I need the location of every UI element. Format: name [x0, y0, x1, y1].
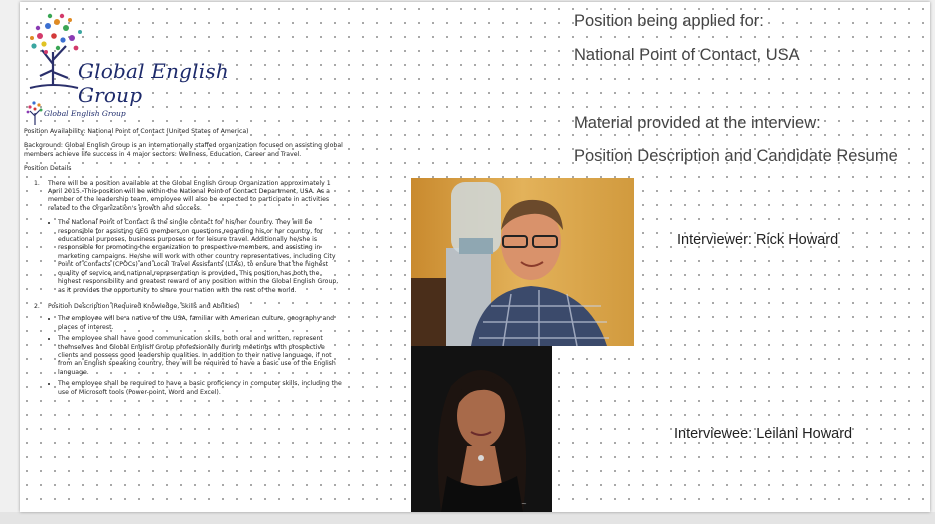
material-value: Position Description and Candidate Resume	[574, 147, 898, 165]
item-1-text: There will be a position available at the Global English Group Organization approximately 1 April 2015. This position will be within the National Point of Contact Department, USA. As a member of the leadership team, employee will also be expected to participate in activities related to the Organization's growth and success.	[48, 179, 331, 212]
item-2-text: Position Description (Required Knowledge, Skills and Abilities)	[48, 302, 240, 310]
list-item: • The National Point of Contact is the single contact for his/her country. They will be responsible for assisting GEG members on questions regarding his or her country, for educational purposes, business purposes or for leisure travel. Additionally he/she is responsible for promoting the organization to prospective members, and assisting in marketing campaigns. He/she will work with other country representatives, including City Point of Contacts (CPOCs) and Local Travel Assistants (LTAs), to ensure that the highest quality of service and national representation is provided. This position has both the highest responsibility and greatest reward of any position within the Global English Group, as it provides the opportunity to share your nation with the rest of the world.	[58, 219, 344, 295]
item-number: 2.	[34, 302, 40, 310]
item-2-bullets	[58, 315, 344, 397]
interviewee-photo	[411, 346, 552, 512]
item-1-bullets	[58, 219, 344, 295]
small-logo	[24, 98, 344, 128]
numbered-item-2	[34, 303, 344, 311]
small-tree-logo-icon	[24, 98, 46, 126]
position-description-document	[24, 98, 344, 508]
list-item: • The employee shall be required to have a basic proficiency in computer skills, including the use of Microsoft tools (Power-point, Word and Excel).	[58, 380, 344, 397]
small-logo-text: Global English Group	[44, 109, 126, 118]
material-label: Material provided at the interview:	[574, 114, 821, 132]
position-details-heading: Position Details	[24, 165, 72, 173]
item-number: 1.	[34, 179, 40, 187]
list-item: • The employee will be a native of the USA, familiar with American culture, geography and places of interest.	[58, 315, 344, 332]
background-text: Background: Global English Group is an internationally staffed organization focused on assisting global members achieve life success in 4 major sectors: Wellness, Education, Career and Travel.	[24, 142, 343, 158]
svg-text:~: ~	[521, 500, 527, 508]
position-availability-text: Position Availability: National Point of Contact (United States of America)	[24, 128, 249, 135]
global-english-group-logo	[20, 6, 260, 107]
interviewer-photo	[411, 178, 634, 346]
slide-background-strip	[0, 512, 935, 524]
list-item: • The employee shall have good communication skills, both oral and written, represent themselves and Global English Group professionally during meetings with prospective clients and possess good leadership qualities. In addition to their native language, if not from an English speaking country, they will be required to have a basic use of the English language.	[58, 335, 344, 377]
interviewee-caption: Interviewee: Leilani Howard	[674, 426, 853, 442]
interviewer-caption: Interviewer: Rick Howard	[677, 232, 839, 248]
slide-canvas[interactable]	[20, 2, 930, 512]
position-value: National Point of Contact, USA	[574, 46, 800, 64]
logo-text: Global English Group	[78, 59, 229, 107]
position-label: Position being applied for:	[574, 12, 764, 30]
numbered-item-1	[34, 180, 344, 214]
